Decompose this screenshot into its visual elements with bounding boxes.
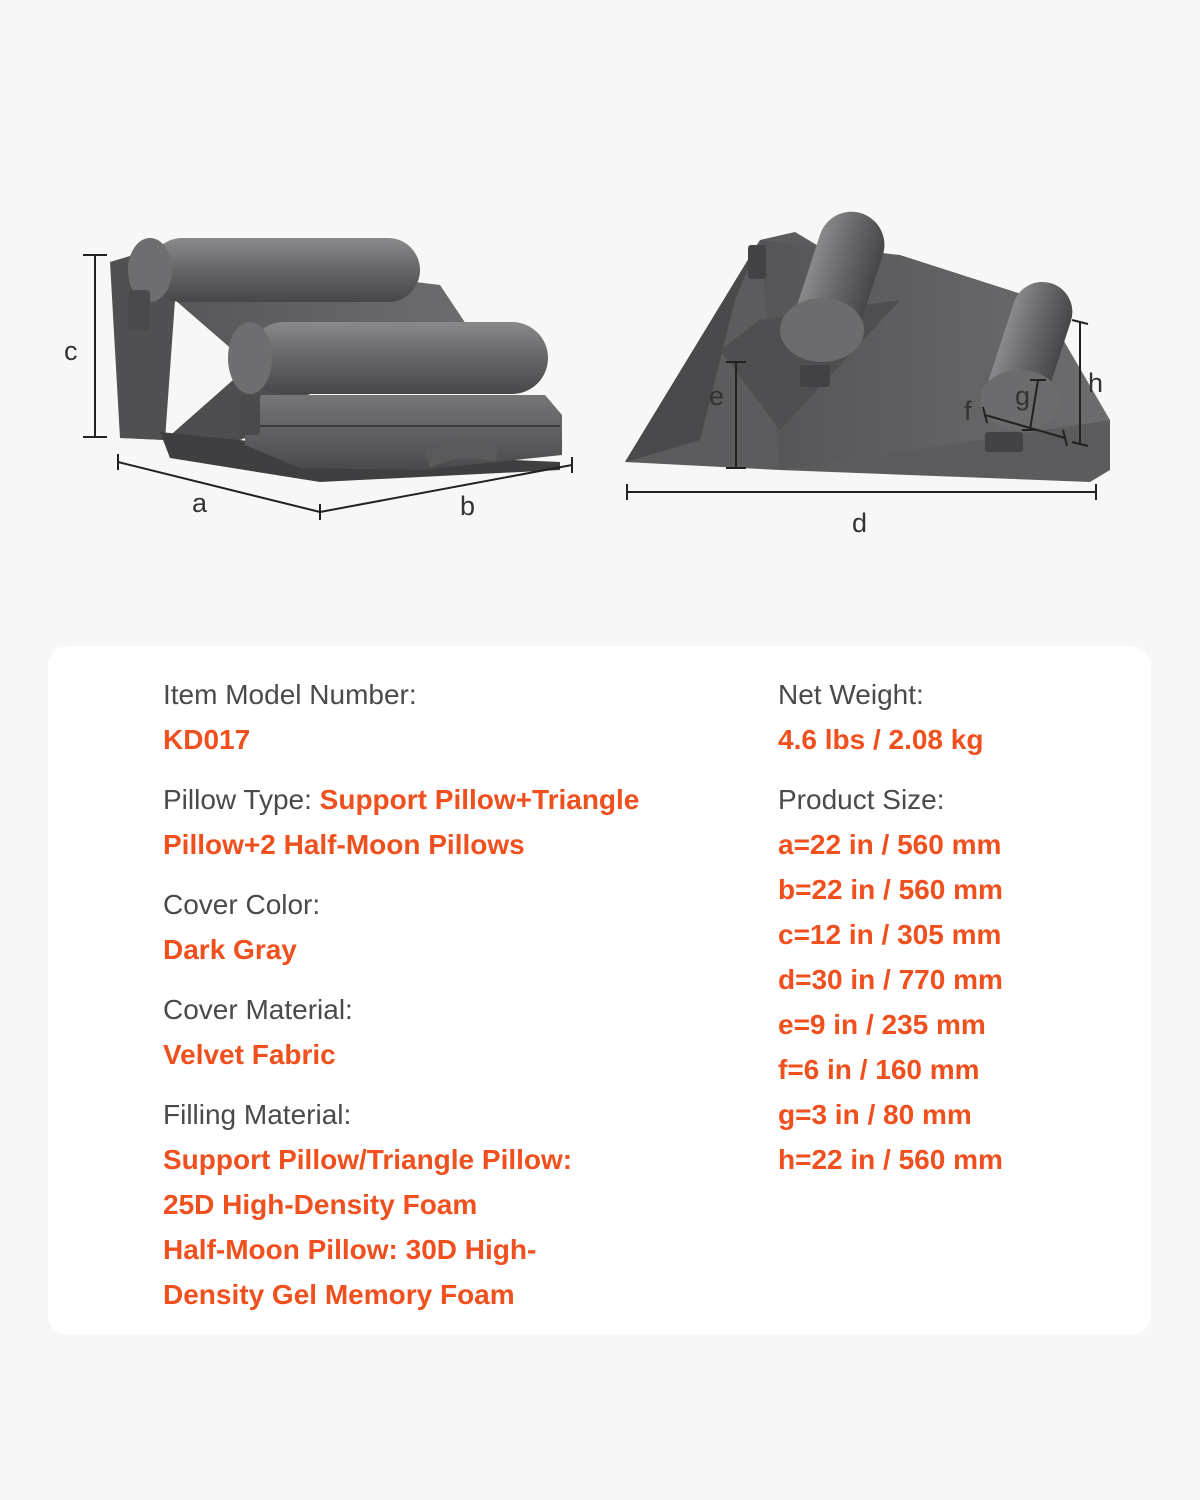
dim-label-d: d (852, 508, 868, 538)
dim-label-e: e (709, 381, 725, 411)
net-weight-value: 4.6 lbs / 2.08 kg (778, 724, 984, 755)
spec-card (48, 646, 1151, 1335)
dim-label-g: g (1015, 381, 1031, 411)
size-g: g=3 in / 80 mm (778, 1099, 972, 1130)
product-size-label: Product Size: (778, 784, 945, 815)
cover-color-label: Cover Color: (163, 889, 321, 920)
cover-material-label: Cover Material: (163, 994, 353, 1025)
dim-label-a: a (192, 488, 208, 518)
cover-color-value: Dark Gray (163, 934, 297, 965)
pillow-type-group (163, 777, 723, 867)
net-weight-group (778, 672, 1138, 762)
size-f: f=6 in / 160 mm (778, 1054, 980, 1085)
product-diagram (0, 0, 1200, 600)
size-a: a=22 in / 560 mm (778, 829, 1002, 860)
left-pillow-set (110, 238, 562, 482)
filling-material-line: Density Gel Memory Foam (163, 1279, 515, 1310)
cover-color-group (163, 882, 723, 972)
model-number-value: KD017 (163, 724, 251, 755)
filling-material-line: 25D High-Density Foam (163, 1189, 478, 1220)
size-c: c=12 in / 305 mm (778, 919, 1002, 950)
pillow-type-line (163, 777, 723, 867)
cover-material-value: Velvet Fabric (163, 1039, 336, 1070)
pillow-illustrations (0, 0, 1200, 600)
dim-label-b: b (460, 491, 476, 521)
net-weight-label: Net Weight: (778, 679, 924, 710)
filling-material-group (163, 1092, 723, 1317)
model-number-group (163, 672, 723, 762)
filling-material-line: Support Pillow/Triangle Pillow: (163, 1144, 573, 1175)
size-h: h=22 in / 560 mm (778, 1144, 1003, 1175)
cover-material-group (163, 987, 723, 1077)
size-e: e=9 in / 235 mm (778, 1009, 986, 1040)
size-b: b=22 in / 560 mm (778, 874, 1003, 905)
dim-label-f: f (964, 396, 972, 426)
dim-label-c: c (64, 336, 78, 366)
dim-label-h: h (1088, 368, 1104, 398)
right-pillow-set (625, 203, 1110, 482)
spec-column-right (778, 672, 1138, 1197)
pillow-type-value: Support Pillow+Triangle Pillow+2 Half-Moon Pillows (163, 784, 640, 860)
product-size-group (778, 777, 1138, 1182)
spec-column-left (163, 672, 723, 1332)
filling-material-line: Half-Moon Pillow: 30D High- (163, 1234, 537, 1265)
filling-material-label: Filling Material: (163, 1099, 352, 1130)
model-number-label: Item Model Number: (163, 679, 417, 710)
size-d: d=30 in / 770 mm (778, 964, 1003, 995)
pillow-type-label: Pillow Type: (163, 784, 312, 815)
